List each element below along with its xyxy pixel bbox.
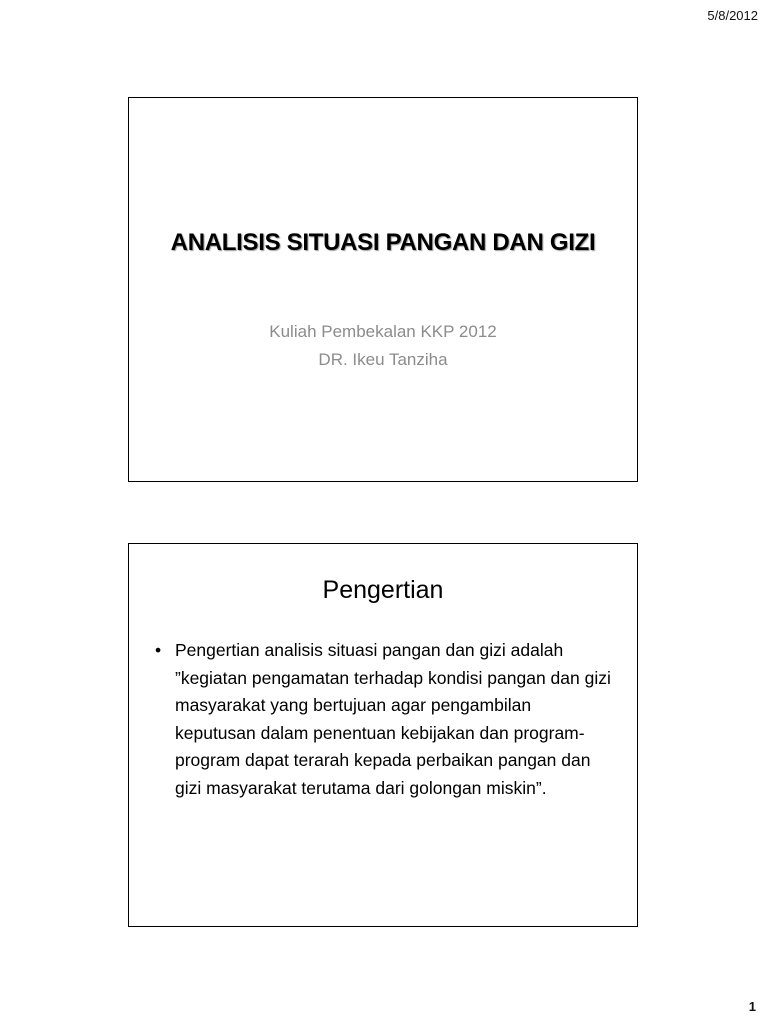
bullet-item (155, 637, 613, 802)
slide-heading: Pengertian (322, 576, 444, 604)
slide-subtitle (149, 318, 617, 374)
title-slide (128, 97, 638, 482)
bullet-text: Pengertian analisis situasi pangan dan gizi adalah ”kegiatan pengamatan terhadap kondisi pangan dan gizi masyarakat yang bertujuan agar pengambilan keputusan dalam penentuan kebijakan dan program-program dapat terarah kepada perbaikan pangan dan gizi masyarakat terutama dari golongan miskin”. (175, 640, 611, 798)
page-number: 1 (748, 999, 756, 1014)
page-date: 5/8/2012 (707, 8, 758, 23)
slide-title: ANALISIS SITUASI PANGAN DAN GIZI (170, 229, 596, 256)
subtitle-course: Kuliah Pembekalan KKP 2012 (269, 322, 497, 341)
content-slide (128, 543, 638, 927)
subtitle-author: DR. Ikeu Tanziha (318, 350, 448, 369)
bullet-marker: • (155, 640, 162, 660)
bullet-list (155, 637, 613, 802)
